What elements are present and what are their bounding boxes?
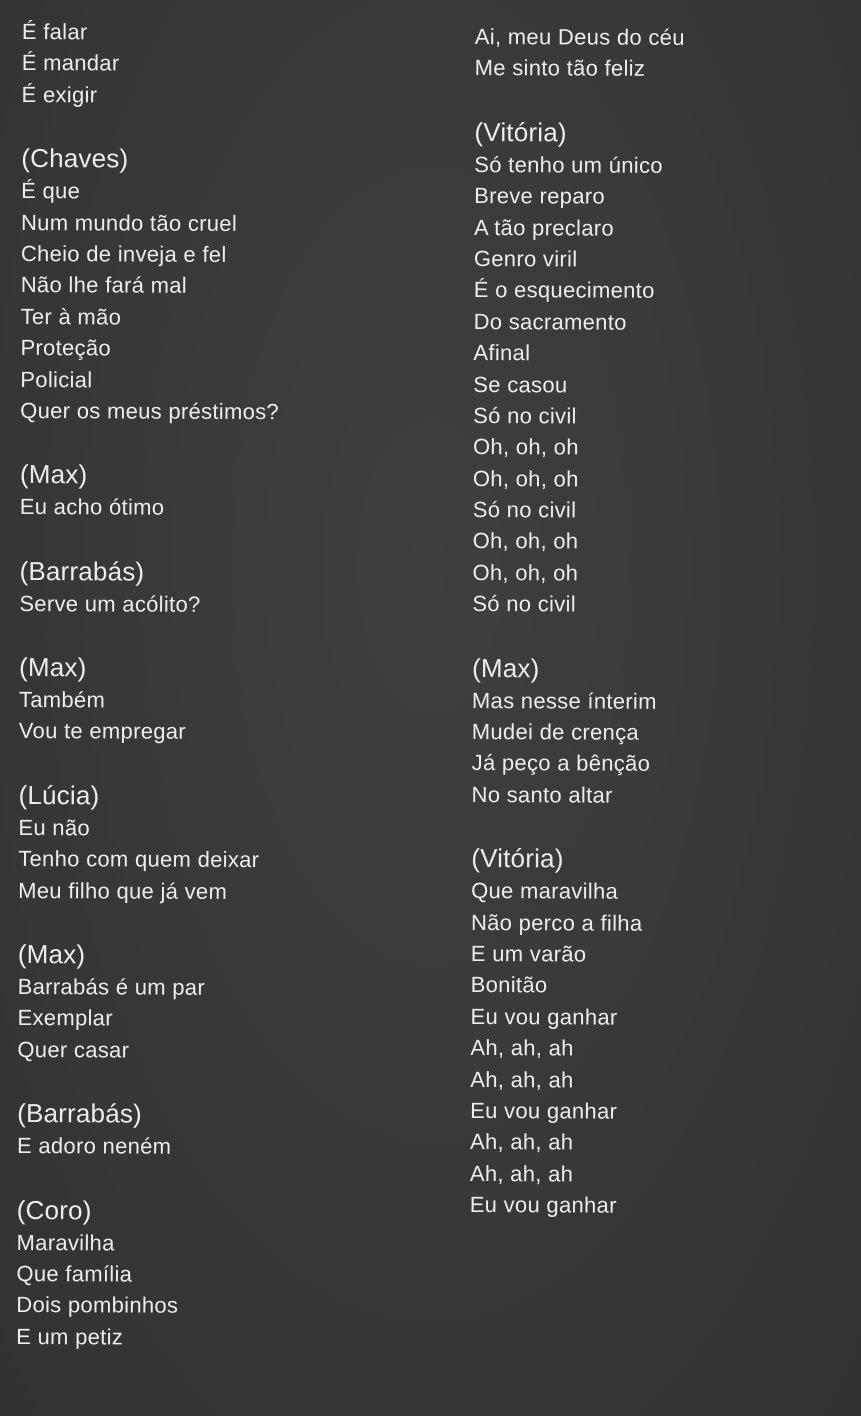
stanza: [20, 457, 440, 524]
lyric-line: Não lhe fará mal: [20, 272, 188, 299]
speaker-name: (Max): [17, 939, 86, 970]
lyric-line: Do sacramento: [473, 308, 627, 335]
lyric-line: Serve um acólito?: [19, 590, 201, 617]
lyric-line: Só no civil: [472, 591, 576, 617]
lyric-line: A tão preclaro: [473, 214, 615, 241]
stanza: [16, 1193, 437, 1354]
stanza: [18, 778, 439, 908]
lyric-line: Dois pombinhos: [16, 1292, 179, 1319]
speaker-name: (Max): [19, 652, 87, 683]
lyric-line: Só tenho um único: [474, 151, 663, 178]
speaker-name: (Vitória): [471, 843, 564, 874]
stanza: [19, 650, 439, 749]
speaker-name: (Chaves): [21, 143, 129, 174]
speaker-name: (Max): [19, 459, 88, 490]
stanza: [22, 0, 442, 112]
lyric-line: Tenho com quem deixar: [18, 846, 260, 873]
lyric-line: No santo altar: [471, 781, 613, 808]
lyric-line: Eu não: [18, 814, 90, 841]
lyric-line: É o esquecimento: [473, 277, 655, 304]
lyric-line: Oh, oh, oh: [472, 465, 579, 492]
stanza: [475, 0, 855, 85]
lyric-line: E um petiz: [16, 1323, 124, 1350]
lyric-line: É que: [21, 178, 81, 204]
lyric-line: Só no civil: [472, 497, 577, 523]
lyric-line: Maravilha: [16, 1229, 115, 1256]
right-column: [470, 0, 855, 1222]
lyric-line: Não perco a filha: [470, 909, 643, 936]
lyric-line: Ai, meu Deus do céu: [474, 23, 685, 50]
speaker-name: (Lúcia): [18, 779, 100, 811]
stanza: [472, 115, 854, 622]
lyric-line: Ter à mão: [20, 303, 122, 330]
lyric-line: Vou te empregar: [18, 718, 187, 745]
lyric-line: Se casou: [473, 371, 568, 397]
lyric-line: Exemplar: [17, 1005, 113, 1031]
speaker-name: (Coro): [16, 1194, 92, 1225]
lyric-line: É falar: [21, 18, 88, 45]
lyric-line: Num mundo tão cruel: [20, 209, 238, 236]
lyric-line: Cheio de inveja e fel: [20, 240, 227, 267]
lyric-line: É mandar: [21, 50, 120, 76]
lyric-line: Oh, oh, oh: [472, 528, 579, 554]
stanza: [470, 841, 852, 1222]
lyric-line: Ah, ah, ah: [469, 1129, 574, 1155]
lyric-line: Quer os meus préstimos?: [20, 397, 280, 425]
left-column: [16, 0, 442, 1354]
lyric-line: Só no civil: [473, 402, 577, 429]
lyric-line: Já peço a bênção: [471, 750, 651, 777]
lyric-line: Bonitão: [470, 972, 548, 998]
lyric-line: Oh, oh, oh: [472, 559, 579, 586]
lyric-line: Genro viril: [473, 245, 578, 272]
lyric-line: Quer casar: [17, 1036, 130, 1063]
stanza: [20, 141, 441, 428]
lyric-line: Que família: [16, 1260, 133, 1287]
speaker-name: (Vitória): [474, 116, 567, 148]
lyric-line: Oh, oh, oh: [472, 434, 579, 460]
lyric-line: Barrabás é um par: [17, 974, 206, 1000]
stanza: [17, 937, 438, 1067]
speaker-name: (Barrabás): [19, 555, 145, 587]
lyric-line: Eu vou ganhar: [469, 1192, 617, 1218]
lyric-line: Proteção: [20, 335, 112, 361]
lyric-line: Mudei de crença: [471, 719, 640, 745]
lyric-line: Mas nesse ínterim: [471, 687, 657, 714]
lyric-line: Me sinto tão feliz: [474, 55, 646, 82]
stanza: [19, 554, 439, 621]
lyric-line: E adoro neném: [16, 1133, 172, 1159]
lyric-line: Policial: [20, 366, 93, 392]
lyric-line: Ah, ah, ah: [470, 1035, 574, 1061]
lyric-line: Também: [18, 687, 106, 713]
speaker-name: (Barrabás): [17, 1098, 143, 1129]
lyric-line: Eu acho ótimo: [19, 494, 165, 520]
lyric-line: É exigir: [21, 81, 98, 108]
lyric-line: Afinal: [473, 340, 531, 366]
lyric-line: Eu vou ganhar: [470, 1097, 618, 1124]
lyric-line: Eu vou ganhar: [470, 1003, 618, 1030]
lyric-line: Que maravilha: [471, 878, 619, 904]
lyric-line: Ah, ah, ah: [470, 1066, 574, 1092]
lyric-line: Breve reparo: [474, 183, 605, 209]
speaker-name: (Max): [472, 652, 540, 683]
stanza: [17, 1096, 437, 1163]
lyric-line: Meu filho que já vem: [18, 877, 228, 904]
lyric-line: Ah, ah, ah: [469, 1160, 574, 1187]
stanza: [471, 651, 852, 812]
lyric-line: E um varão: [470, 940, 587, 967]
